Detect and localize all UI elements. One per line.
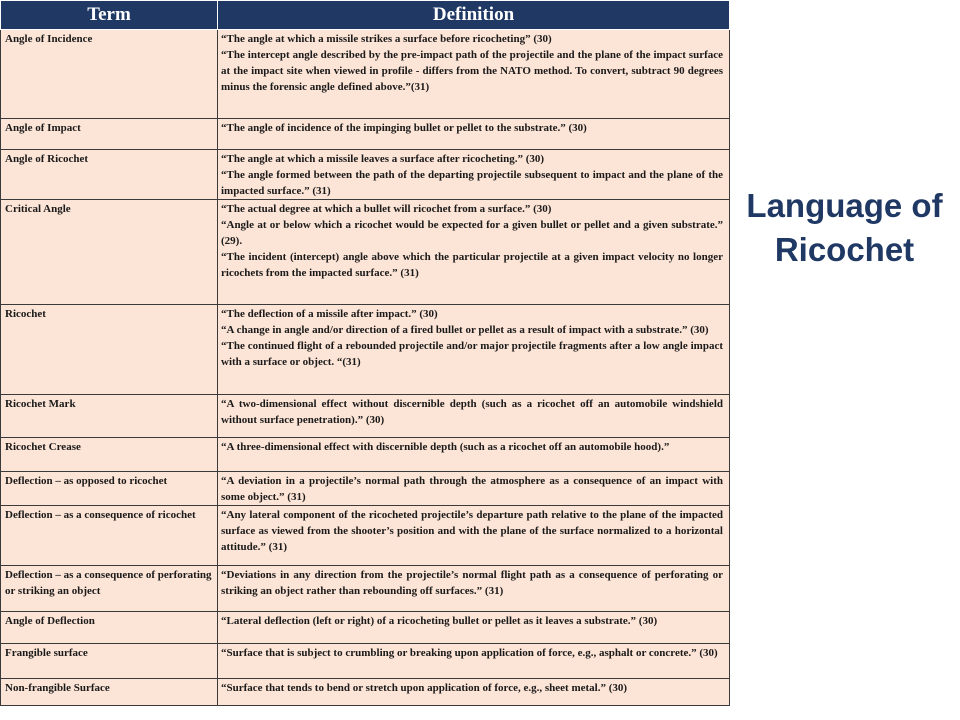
- table-body: [1, 30, 730, 706]
- definition-cell: [218, 30, 730, 119]
- table-header-row: [1, 1, 730, 30]
- definition-line: “Angle at or below which a ricochet would be expected for a given bullet or pellet and a given substrate.” (29).: [221, 219, 723, 247]
- definition-cell: [218, 644, 730, 679]
- definition-column-header: Definition: [218, 1, 730, 30]
- table-row: [1, 644, 730, 679]
- term-cell: Angle of Ricochet: [1, 150, 218, 200]
- table-row: [1, 566, 730, 612]
- definition-cell: [218, 566, 730, 612]
- definition-line: “The angle at which a missile strikes a surface before ricocheting” (30): [221, 33, 552, 45]
- definition-line: “Lateral deflection (left or right) of a ricocheting bullet or pellet as it leaves a substrate.” (30): [221, 615, 658, 627]
- definition-line: “The continued flight of a rebounded projectile and/or major projectile fragments after a low angle impact with a surface or object. “(31): [221, 340, 723, 368]
- term-cell: Critical Angle: [1, 200, 218, 305]
- definition-cell: [218, 150, 730, 200]
- definition-line: “The incident (intercept) angle above which the particular projectile at a given impact velocity no longer ricochets from the impacted surface.” (31): [221, 251, 723, 279]
- definition-line: “Surface that is subject to crumbling or breaking upon application of force, e.g., asphalt or concrete.” (30): [221, 647, 718, 659]
- term-cell: Deflection – as a consequence of ricochet: [1, 506, 218, 566]
- definition-cell: [218, 679, 730, 706]
- definition-cell: [218, 305, 730, 395]
- term-cell: Deflection – as a consequence of perforating or striking an object: [1, 566, 218, 612]
- definition-line: “A three-dimensional effect with discernible depth (such as a ricochet off an automobile hood).”: [221, 441, 670, 453]
- table-row: [1, 395, 730, 438]
- definition-cell: [218, 612, 730, 644]
- definition-line: “A change in angle and/or direction of a fired bullet or pellet as a result of impact with a substrate.” (30): [221, 324, 709, 336]
- term-cell: Angle of Deflection: [1, 612, 218, 644]
- definition-line: “The deflection of a missile after impact.” (30): [221, 308, 438, 320]
- definition-line: “Deviations in any direction from the projectile’s normal flight path as a consequence of perforating or striking an object rather than rebounding off surfaces.” (31): [221, 569, 723, 597]
- definition-line: “The angle formed between the path of the departing projectile subsequent to impact and the plane of the impacted surface.” (31): [221, 169, 723, 197]
- definition-cell: [218, 395, 730, 438]
- table-row: [1, 119, 730, 150]
- definition-line: “Any lateral component of the ricocheted projectile’s departure path relative to the plane of the impacted surface as viewed from the shooter’s position and with the plane of the surface normalized to a horizontal attitude.” (31): [221, 509, 723, 553]
- table-row: [1, 200, 730, 305]
- table-row: [1, 506, 730, 566]
- definition-cell: [218, 200, 730, 305]
- table-row: [1, 305, 730, 395]
- term-cell: Frangible surface: [1, 644, 218, 679]
- term-cell: Angle of Impact: [1, 119, 218, 150]
- definition-line: “Surface that tends to bend or stretch upon application of force, e.g., sheet metal.” (30): [221, 682, 628, 694]
- definition-line: “The angle at which a missile leaves a surface after ricocheting.” (30): [221, 153, 545, 165]
- definition-cell: [218, 438, 730, 472]
- table-row: [1, 30, 730, 119]
- table-row: [1, 679, 730, 706]
- table-row: [1, 612, 730, 644]
- table-row: [1, 472, 730, 506]
- table-row: [1, 438, 730, 472]
- definition-line: “A two-dimensional effect without discernible depth (such as a ricochet off an automobile windshield without surface penetration).” (30): [221, 398, 723, 426]
- definition-cell: [218, 472, 730, 506]
- table-row: [1, 150, 730, 200]
- definition-line: “The actual degree at which a bullet will ricochet from a surface.” (30): [221, 203, 552, 215]
- term-cell: Non-frangible Surface: [1, 679, 218, 706]
- term-cell: Ricochet Crease: [1, 438, 218, 472]
- term-cell: Deflection – as opposed to ricochet: [1, 472, 218, 506]
- slide-title: Language of Ricochet: [746, 187, 943, 268]
- term-cell: Ricochet: [1, 305, 218, 395]
- term-column-header: Term: [1, 1, 218, 30]
- definition-line: “The angle of incidence of the impinging bullet or pellet to the substrate.” (30): [221, 122, 587, 134]
- term-cell: Angle of Incidence: [1, 30, 218, 119]
- definition-line: “A deviation in a projectile’s normal path through the atmosphere as a consequence of an impact with some object.” (31): [221, 475, 723, 503]
- term-cell: Ricochet Mark: [1, 395, 218, 438]
- definition-cell: [218, 119, 730, 150]
- definition-line: “The intercept angle described by the pre-impact path of the projectile and the plane of the impact surface at the impact site when viewed in profile - differs from the NATO method. To convert, subtract 90 degrees minus the forensic angle defined above.”(31): [221, 49, 723, 93]
- definition-cell: [218, 506, 730, 566]
